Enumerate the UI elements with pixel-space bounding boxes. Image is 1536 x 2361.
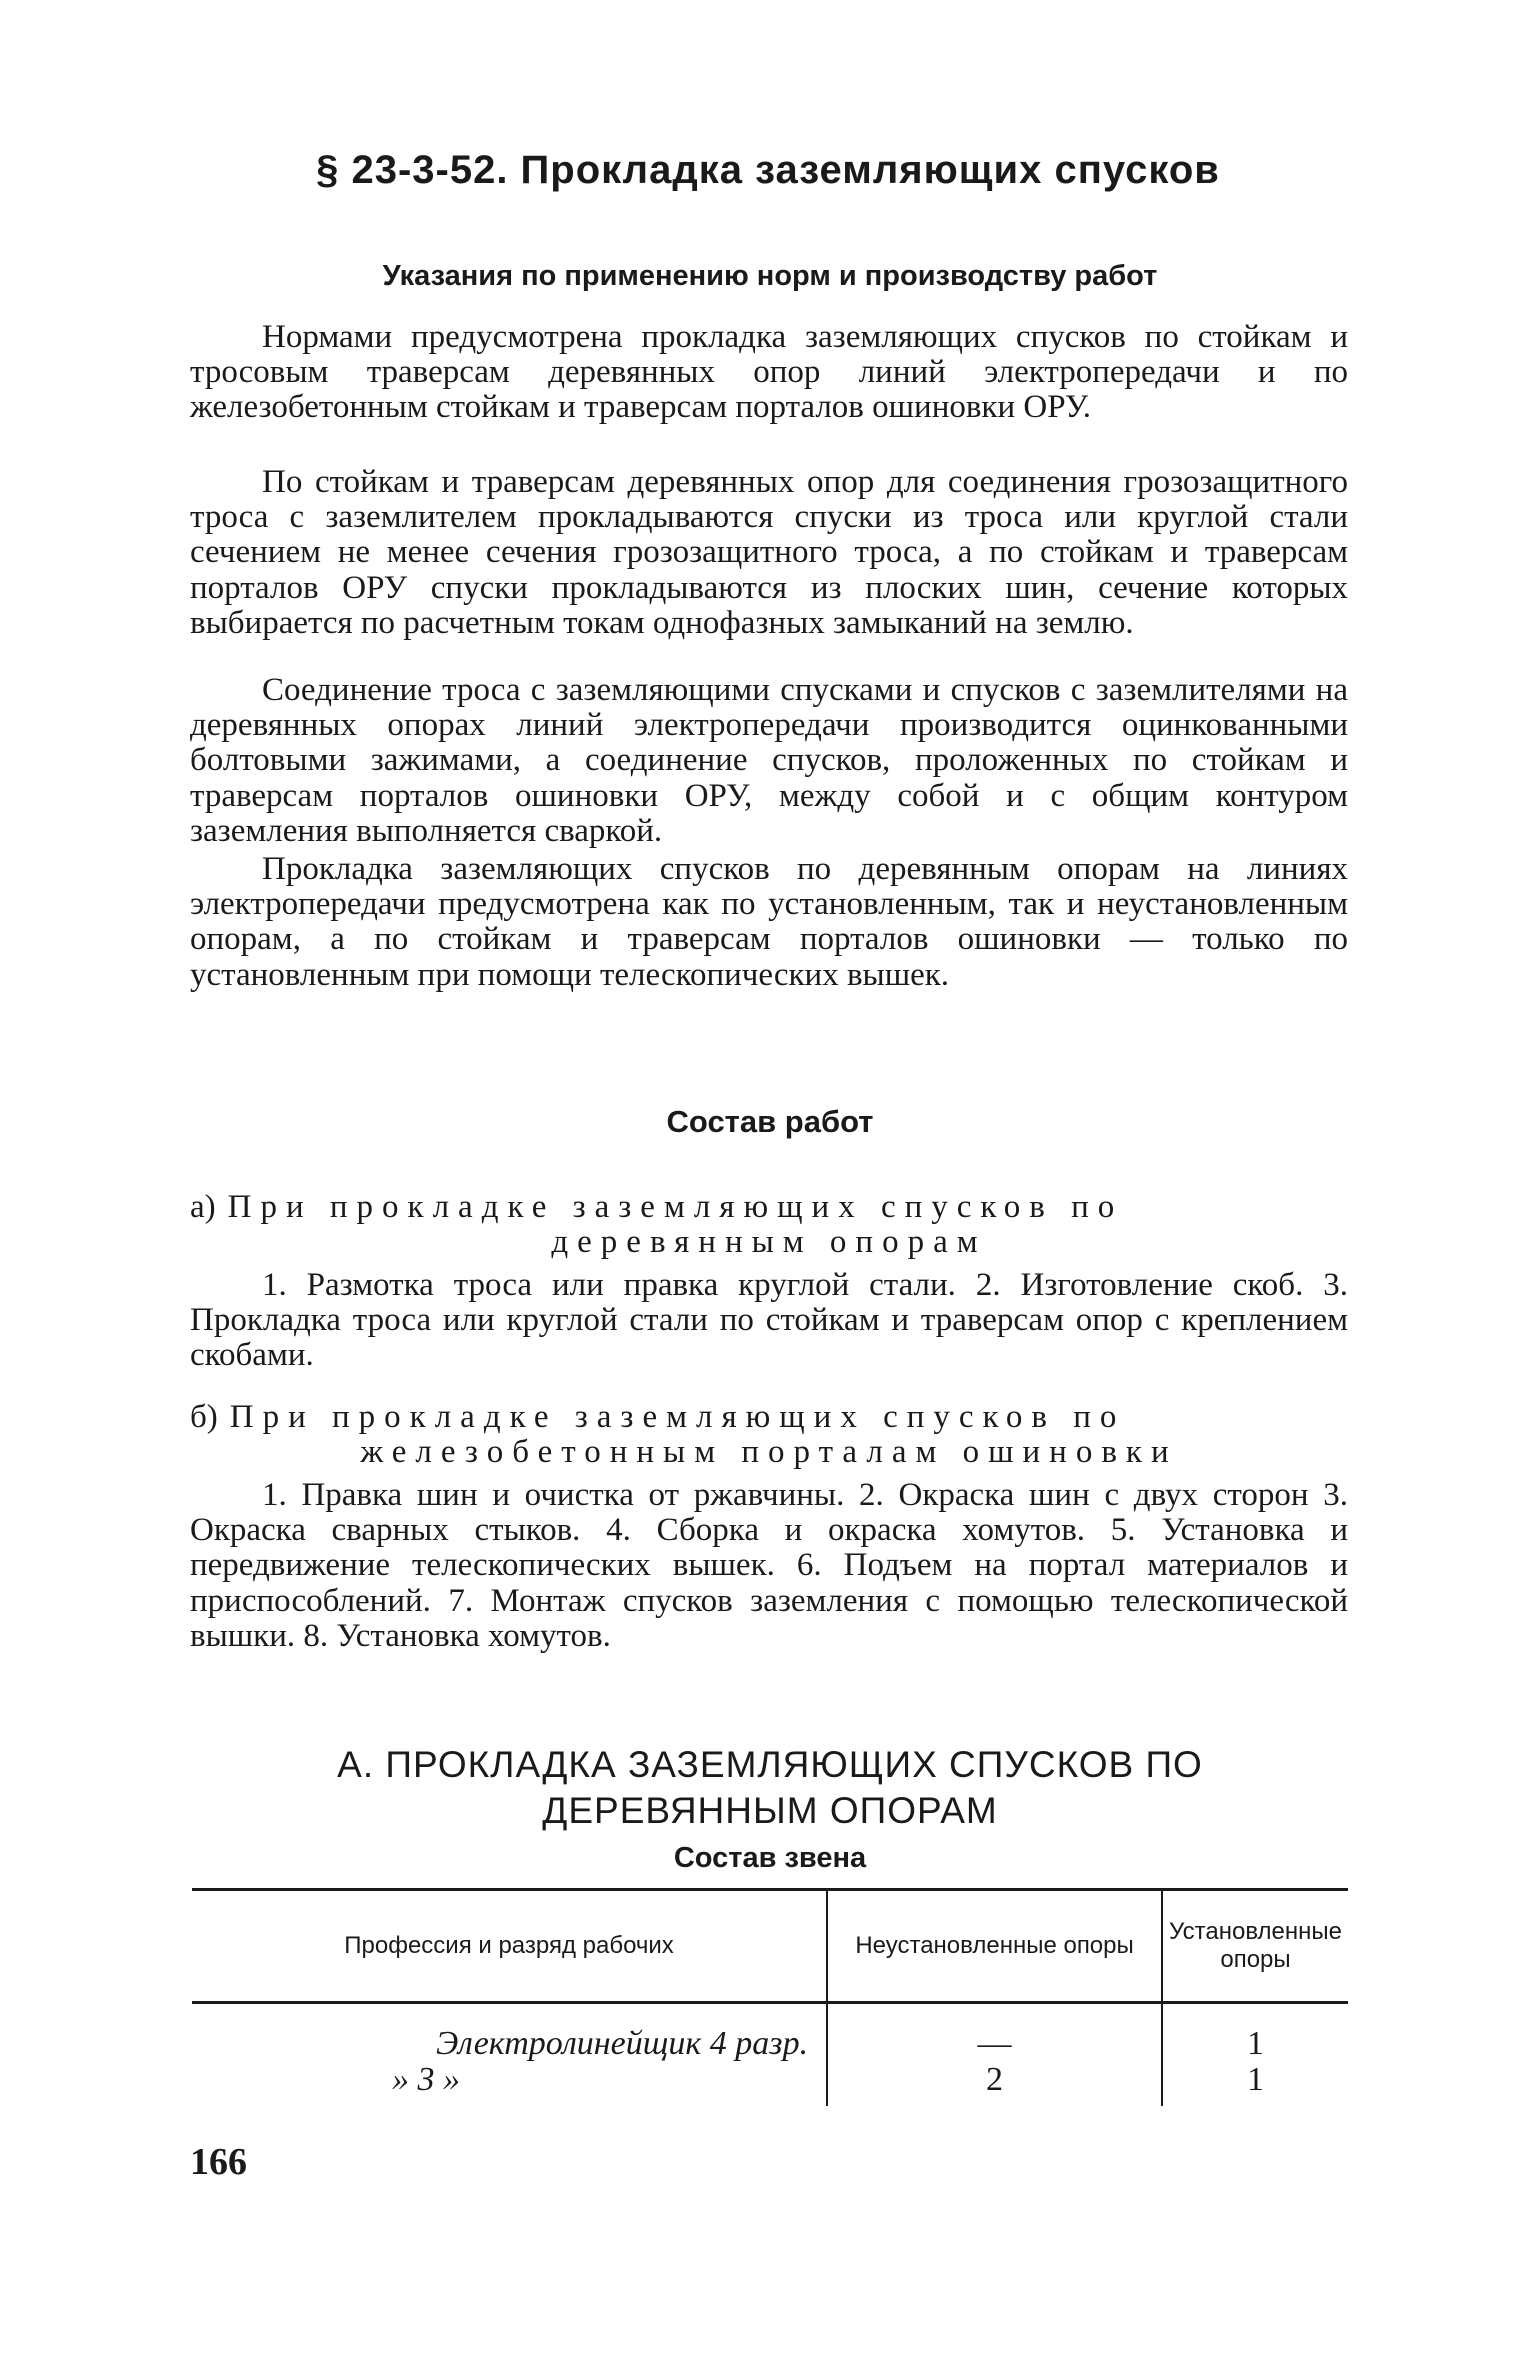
section-title: § 23-3-52. Прокладка заземляющих спусков	[316, 148, 1220, 192]
work-b-title-line1: При прокладке заземляющих спусков по	[229, 1399, 1126, 1435]
heading-a-line2: ДЕРЕВЯННЫМ ОПОРАМ	[542, 1790, 998, 1831]
work-b-text: 1. Правка шин и очистка от ржавчины. 2. Окраска шин с двух сторон 3. Окраска сварных стыков. 4. Сборка и окраска хомутов. 5. Установка и передвижение телескопических вышек. 6. Подъем на портал материалов и приспособлений. 7. Монтаж спусков заземления с помощью телескопической вышки. 8. Установка хомутов.	[190, 1477, 1348, 1654]
work-a-title	[190, 1190, 1348, 1260]
work-b-title-line2: железобетонным порталам ошиновки	[360, 1434, 1178, 1470]
row-set-count: 1	[1162, 2062, 1348, 2106]
header-profession: Профессия и разряд рабочих	[192, 1890, 827, 2003]
paragraph-3: Соединение троса с заземляющими спусками и спусков с заземлителями на деревянных опорах линий электропередачи производится оцинкованными болтовыми зажимами, а соединение спусков, проложенных по стойкам и траверсам порталов ошиновки ОРУ, между собой и с общим контуром заземления выполняется сваркой.	[190, 672, 1348, 849]
table-row	[192, 2062, 1348, 2106]
work-a-title-line1: При прокладке заземляющих спусков по	[227, 1189, 1124, 1225]
row-set-count: 1	[1162, 2003, 1348, 2063]
work-a-text: 1. Размотка троса или правка круглой стали. 2. Изготовление скоб. 3. Прокладка троса или круглой стали по стойкам и траверсам опор с креплением скобами.	[190, 1267, 1348, 1374]
paragraph-2: По стойкам и траверсам деревянных опор для соединения грозозащитного троса с заземлителем прокладываются спуски из троса или круглой стали сечением не менее сечения грозозащитного троса, а по стойкам и траверсам порталов ОРУ спуски прокладываются из плоских шин, сечение которых выбирается по расчетным токам однофазных замыканий на землю.	[190, 464, 1348, 641]
table-row	[192, 2003, 1348, 2063]
row-profession: » 3 »	[392, 2061, 460, 2098]
header-unset-supports: Неустановленные опоры	[827, 1890, 1162, 2003]
heading-a	[190, 1742, 1350, 1834]
work-b-marker: б)	[190, 1399, 218, 1435]
instructions-heading: Указания по применению норм и производству работ	[382, 260, 1158, 292]
header-set-supports: Установленные опоры	[1162, 1890, 1348, 2003]
paragraph-1: Нормами предусмотрена прокладка заземляющих спусков по стойкам и тросовым траверсам деревянных опор линий электропередачи и по железобетонным стойкам и траверсам порталов ошиновки ОРУ.	[190, 319, 1348, 426]
crew-title: Состав звена	[673, 1842, 867, 1874]
row-profession: Электролинейщик 4 разр.	[436, 2025, 809, 2062]
work-a-title-line2: деревянным опорам	[551, 1224, 987, 1260]
work-a-marker: а)	[190, 1189, 216, 1225]
paragraph-4: Прокладка заземляющих спусков по деревянным опорам на линиях электропередачи предусмотрена как по установленным, так и неустановленным опорам, а по стойкам и траверсам порталов ошиновки — только по установленным при помощи телескопических вышек.	[190, 851, 1348, 993]
work-heading: Состав работ	[666, 1104, 874, 1139]
work-b-title	[190, 1400, 1348, 1470]
page-number: 166	[190, 2141, 247, 2183]
heading-a-line1: А. ПРОКЛАДКА ЗАЗЕМЛЯЮЩИХ СПУСКОВ ПО	[337, 1744, 1203, 1785]
crew-table	[192, 1888, 1348, 2106]
row-unset-count: —	[827, 2003, 1162, 2063]
row-unset-count: 2	[827, 2062, 1162, 2106]
crew-table-header-row	[192, 1890, 1348, 2003]
